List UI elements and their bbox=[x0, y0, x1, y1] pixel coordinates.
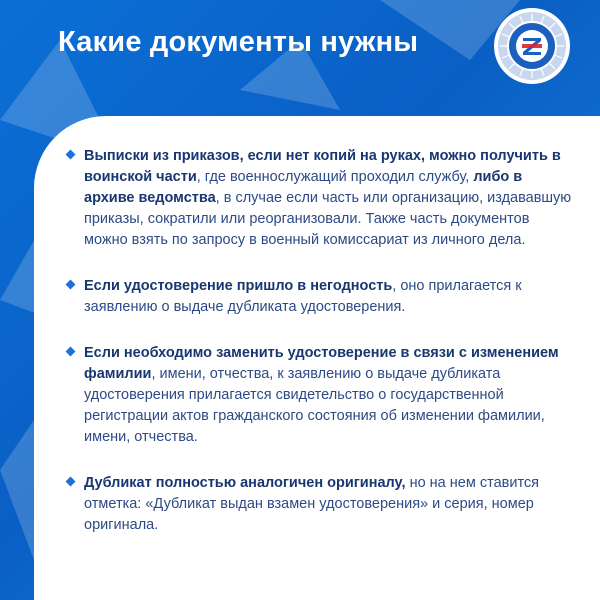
item-bold-text: Если необходимо заменить удостоверение в связи с изменением фамилии bbox=[84, 345, 559, 382]
item-bold-text: Если удостоверение пришло в негодность bbox=[84, 278, 393, 294]
bullet-icon bbox=[66, 280, 76, 290]
bullet-icon bbox=[66, 150, 76, 160]
z-emblem-icon bbox=[492, 6, 572, 86]
document-list bbox=[66, 146, 572, 561]
item-text: , оно прилагается к заявлению о выдаче дубликата удостоверения. bbox=[84, 278, 522, 315]
bullet-icon bbox=[66, 477, 76, 487]
item-text: , в случае если часть или организацию, издававшую приказы, сократили или реорганизовали. Также часть документов можно взять по запросу в военный комиссариат из личного дела. bbox=[84, 190, 572, 248]
bullet-icon bbox=[66, 347, 76, 357]
list-item bbox=[66, 276, 572, 318]
list-item bbox=[66, 146, 572, 251]
page-title: Какие документы нужны bbox=[58, 26, 419, 58]
item-bold-text: Дубликат полностью аналогичен оригиналу, bbox=[84, 475, 406, 491]
item-text: но на нем ставится отметка: «Дубликат выдан взамен удостоверения» и серия, номер оригинала. bbox=[84, 475, 540, 533]
item-text: , имени, отчества, к заявлению о выдаче дубликата удостоверения прилагается свидетельство о государственной регистрации актов гражданского состояния об изменении фамилии, имени, отчества. bbox=[84, 366, 545, 445]
item-text: , где военнослужащий проходил службу, bbox=[196, 169, 474, 185]
list-item bbox=[66, 473, 572, 536]
item-bold-text: либо в архиве ведомства bbox=[84, 169, 523, 206]
list-item bbox=[66, 343, 572, 448]
item-bold-text: Выписки из приказов, если нет копий на руках, можно получить в воинской части bbox=[84, 148, 561, 185]
